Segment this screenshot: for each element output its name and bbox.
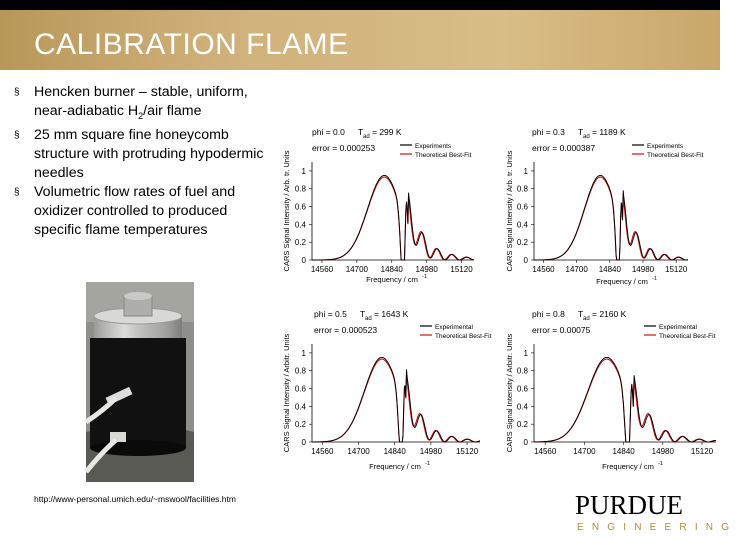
y-tick-label: 1 — [523, 166, 528, 176]
x-axis-label-sup: -1 — [658, 461, 663, 467]
y-tick-label: 0.4 — [294, 402, 306, 412]
x-tick-label: 14840 — [612, 447, 635, 456]
bullet-marker: § — [14, 186, 20, 198]
x-tick-label: 14980 — [415, 265, 438, 274]
chart-phi-label: phi = 0.8 — [532, 309, 565, 319]
logo-name: PURDUE — [575, 490, 684, 520]
bullet-marker: § — [14, 87, 20, 98]
chart-tad-sub: ad — [365, 316, 372, 322]
legend-experiment-label: Experiments — [647, 143, 684, 150]
y-axis-label: CARS Signal Intensity / Arb. tr. Units — [282, 150, 291, 272]
y-tick-label: 0.6 — [516, 202, 528, 212]
x-tick-label: 14560 — [310, 265, 334, 274]
y-tick-label: 0.8 — [294, 366, 306, 376]
legend-theory-label: Theoretical Best-Fit — [659, 333, 716, 340]
y-tick-label: 0.2 — [294, 420, 306, 430]
y-tick-label: 1 — [301, 348, 306, 358]
chart-tad-label: T — [360, 309, 366, 319]
x-tick-label: 15120 — [665, 265, 688, 274]
chart-phi-label: phi = 0.5 — [314, 309, 347, 319]
chart-tad-label: T — [358, 127, 364, 137]
y-axis-label: CARS Signal Intensity / Arb. tr. Units — [505, 150, 514, 272]
chart-tad-value: = 1643 K — [374, 309, 409, 319]
y-tick-label: 0.6 — [294, 202, 306, 212]
chart-tad-value: = 2160 K — [592, 309, 627, 319]
legend-theory-label: Theoretical Best-Fit — [647, 152, 704, 159]
y-tick-label: 0 — [301, 256, 306, 265]
chart-error-label: error = 0.000387 — [532, 143, 596, 153]
y-tick-label: 0.8 — [516, 366, 528, 376]
chart-tad-sub: ad — [363, 134, 370, 140]
y-tick-label: 0.2 — [294, 238, 306, 248]
x-axis-label: Frequency / cm — [596, 277, 648, 286]
legend-experiment-label: Experimental — [659, 324, 697, 331]
x-tick-label: 15120 — [690, 447, 714, 456]
chart-tad-label: T — [578, 127, 584, 137]
y-tick-label: 1 — [301, 166, 306, 176]
bullet-subscript: 2 — [138, 110, 144, 121]
chart-tad-value: = 1189 K — [592, 127, 626, 137]
legend-experiment-label: Experimental — [435, 324, 473, 331]
x-tick-label: 14560 — [534, 447, 557, 456]
bullet-text: Hencken burner – stable, uniform, near-adiabatic H — [34, 84, 248, 119]
source-url: http://www-personal.umich.edu/~mswool/facilities.htm — [34, 494, 236, 504]
x-tick-label: 14700 — [565, 265, 588, 274]
bullet-text: Volumetric flow rates of fuel and oxidizer controlled to produced specific flame temperatures — [34, 183, 236, 238]
x-axis-label-sup: -1 — [425, 461, 430, 467]
chart-tad-sub: ad — [583, 134, 590, 140]
chart-tad-label: T — [578, 309, 584, 319]
bullet-text-end: /air flame — [143, 103, 202, 119]
series-experiment — [534, 357, 716, 442]
chart-2 — [505, 127, 704, 286]
x-tick-label: 14980 — [419, 447, 443, 456]
chart-error-label: error = 0.00075 — [532, 325, 591, 335]
y-tick-label: 0.4 — [516, 220, 528, 230]
y-tick-label: 0.6 — [294, 384, 306, 394]
x-tick-label: 14560 — [532, 265, 555, 274]
x-axis-label-sup: -1 — [422, 274, 427, 280]
y-tick-label: 0.8 — [294, 184, 306, 194]
chart-tad-value: = 299 K — [372, 127, 402, 137]
y-tick-label: 0.4 — [516, 402, 528, 412]
x-axis-label: Frequency / cm — [369, 462, 421, 471]
legend-experiment-label: Experiments — [415, 143, 452, 150]
x-axis-label-sup: -1 — [652, 276, 657, 282]
chart-tad-sub: ad — [583, 316, 590, 322]
series-experiment — [312, 357, 480, 442]
y-tick-label: 0 — [301, 438, 306, 447]
chart-error-label: error = 0.000523 — [314, 325, 378, 335]
x-tick-label: 14560 — [311, 447, 334, 456]
chart-phi-label: phi = 0.0 — [312, 127, 345, 137]
chart-phi-label: phi = 0.3 — [532, 127, 565, 137]
legend-theory-label: Theoretical Best-Fit — [435, 333, 492, 340]
y-tick-label: 0.4 — [294, 220, 306, 230]
y-tick-label: 0.6 — [516, 384, 528, 394]
bullet-marker: § — [14, 129, 20, 141]
y-tick-label: 0 — [523, 438, 528, 447]
x-tick-label: 14840 — [383, 447, 406, 456]
chart-3 — [282, 309, 492, 471]
x-tick-label: 14840 — [380, 265, 403, 274]
bullet-text: 25 mm square fine honeycomb structure with protruding hypodermic needles — [34, 126, 264, 181]
chart-4 — [505, 309, 716, 471]
x-tick-label: 15120 — [455, 447, 479, 456]
x-tick-label: 14700 — [345, 265, 368, 274]
chart-error-label: error = 0.000253 — [312, 143, 376, 153]
legend-theory-label: Theoretical Best-Fit — [415, 152, 472, 159]
x-tick-label: 14840 — [598, 265, 621, 274]
series-experiment — [534, 175, 688, 260]
y-tick-label: 1 — [523, 348, 528, 358]
y-tick-label: 0.8 — [516, 184, 528, 194]
x-tick-label: 14700 — [347, 447, 370, 456]
x-axis-label: Frequency / cm — [602, 462, 654, 471]
series-theoretical-best-fit — [312, 177, 474, 260]
x-tick-label: 14980 — [631, 265, 655, 274]
y-tick-label: 0 — [523, 256, 528, 265]
y-tick-label: 0.2 — [516, 420, 528, 430]
series-theoretical-best-fit — [534, 177, 688, 260]
series-theoretical-best-fit — [312, 359, 480, 442]
x-axis-label: Frequency / cm — [366, 275, 418, 284]
logo-subtitle: ENGINEERING — [577, 522, 737, 533]
x-tick-label: 15120 — [450, 265, 473, 274]
chart-1 — [282, 127, 474, 284]
x-tick-label: 14980 — [651, 447, 674, 456]
y-axis-label: CARS Signal Intensity / Arbitr. Units — [282, 333, 291, 453]
y-axis-label: CARS Signal Intensity / Arbitr. Units — [505, 333, 514, 453]
x-tick-label: 14700 — [573, 447, 596, 456]
y-tick-label: 0.2 — [516, 238, 528, 248]
slide-title: CALIBRATION FLAME — [34, 28, 349, 61]
